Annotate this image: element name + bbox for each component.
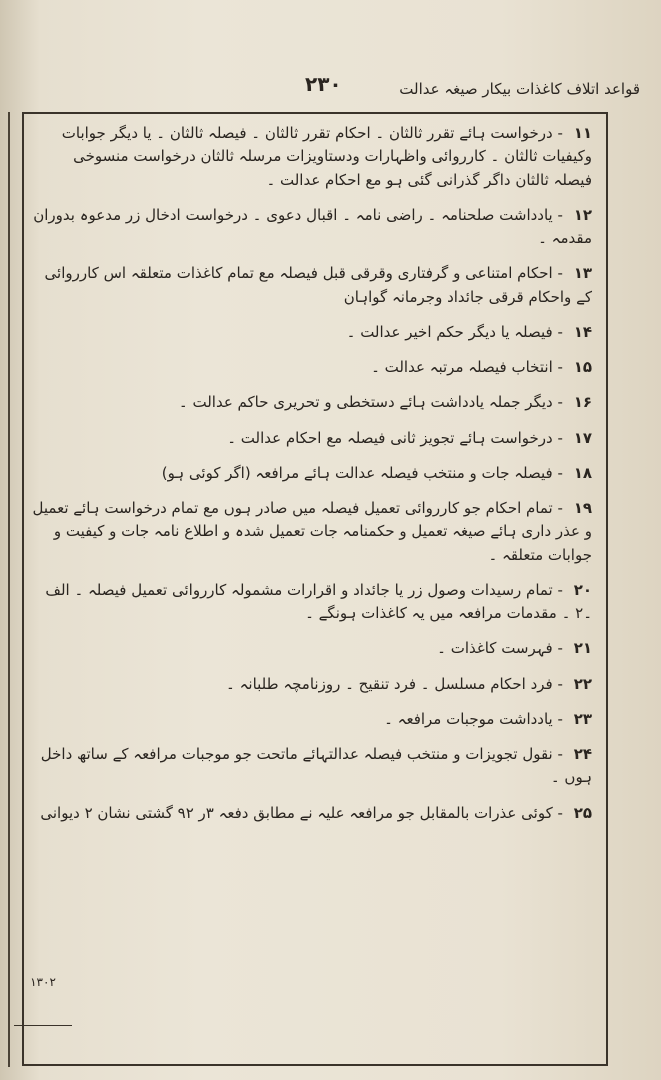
entry-number: ۲۳ bbox=[573, 709, 592, 728]
entry-text: دیگر جملہ یادداشت ہائے دستخطی و تحریری حاکم عدالت ۔ bbox=[178, 393, 553, 412]
page-number: ۲۳۰ bbox=[305, 72, 342, 96]
entry: ۲۳ - یادداشت موجبات مرافعہ ۔ bbox=[384, 709, 592, 728]
entry: ۱۴ - فیصلہ یا دیگر حکم اخیر عدالت ۔ bbox=[346, 322, 592, 341]
margin-rule bbox=[8, 112, 10, 1067]
entry: ۱۷ - درخواست ہائے تجویز ثانی فیصلہ مع احکام عدالت ۔ bbox=[227, 428, 592, 447]
entry-text: درخواست ہائے تقرر ثالثان ۔ احکام تقرر ثالثان ۔ فیصلہ ثالثان ۔ یا دیگر جوابات وکیفیات ثالثان ۔ کارروائی واظہارات ودستاویزات مرسلہ ثالثان درخواست منسوخی فیصلہ ثالثان داگر گذرانی گئی ہو مع احکام عدالت ۔ bbox=[61, 124, 592, 189]
entry-number: ۱۶ bbox=[573, 393, 592, 412]
entry: ۲۰ - تمام رسیدات وصول زر یا جائداد و اقرارات مشمولہ کارروائی تعمیل فیصلہ ۔ الف ۔۲ ۔ مقدمات مرافعہ میں یہ کاغذات ہونگے ۔ bbox=[45, 580, 592, 622]
page-header bbox=[20, 70, 640, 106]
entry: ۱۸ - فیصلہ جات و منتخب فیصلہ عدالت ہائے مرافعہ (اگر کوئی ہو) bbox=[161, 463, 592, 482]
margin-stamp: ۱۳۰۲ bbox=[14, 975, 72, 1026]
entry-text: یادداشت صلحنامہ ۔ راضی نامہ ۔ اقبال دعوی ۔ درخواست ادخال زر مدعوہ بدوران مقدمہ ۔ bbox=[33, 205, 592, 247]
entry-number: ۲۱ bbox=[573, 639, 592, 658]
entry: ۱۹ - تمام احکام جو کارروائی تعمیل فیصلہ میں صادر ہوں مع تمام درخواست ہائے تعمیل و عذر داری ہائے صیغہ تعمیل و حکمنامہ جات تعمیل شدہ و اطلاع نامہ جات و کیفیت و جوابات متعلقہ ۔ bbox=[32, 499, 592, 564]
entry: ۱۳ - احکام امتناعی و گرفتاری وقرقی قبل فیصلہ مع تمام کاغذات متعلقہ اس کارروائی کے واحکام قرقی جائداد وجرمانہ گواہان bbox=[44, 264, 592, 306]
entry-text: فہرست کاغذات ۔ bbox=[437, 639, 553, 658]
entry-number: ۱۲ bbox=[573, 205, 592, 224]
running-title: قواعد اتلاف کاغذات بیکار صیغہ عدالت bbox=[399, 80, 640, 98]
entry-text: انتخاب فیصلہ مرتبہ عدالت ۔ bbox=[371, 358, 553, 376]
entry-text: یادداشت موجبات مرافعہ ۔ bbox=[384, 709, 553, 728]
entry: ۱۲ - یادداشت صلحنامہ ۔ راضی نامہ ۔ اقبال دعوی ۔ درخواست ادخال زر مدعوہ بدوران مقدمہ ۔ bbox=[33, 205, 592, 247]
entry-text: نقول تجویزات و منتخب فیصلہ عدالتہائے ماتحت جو موجبات مرافعہ کے ساتھ داخل ہوں ۔ bbox=[40, 745, 592, 787]
entry: ۱۵ - انتخاب فیصلہ مرتبہ عدالت ۔ bbox=[371, 358, 592, 376]
entry-text: فیصلہ یا دیگر حکم اخیر عدالت ۔ bbox=[346, 322, 553, 341]
entry-number: ۱۷ bbox=[573, 428, 592, 447]
entry-text: تمام رسیدات وصول زر یا جائداد و اقرارات مشمولہ کارروائی تعمیل فیصلہ ۔ الف ۔۲ ۔ مقدمات مرافعہ میں یہ کاغذات ہونگے ۔ bbox=[45, 580, 592, 622]
entry-text: کوئی عذرات بالمقابل جو مرافعہ علیہ نے مطابق دفعہ ۳ر ۹۲ گشتی نشان ۲ دیوانی bbox=[40, 803, 553, 822]
entry-text: فیصلہ جات و منتخب فیصلہ عدالت ہائے مرافعہ (اگر کوئی ہو) bbox=[161, 463, 553, 482]
entry-text: احکام امتناعی و گرفتاری وقرقی قبل فیصلہ مع تمام کاغذات متعلقہ اس کارروائی کے واحکام قرقی جائداد وجرمانہ گواہان bbox=[44, 264, 592, 306]
entry-text: درخواست ہائے تجویز ثانی فیصلہ مع احکام عدالت ۔ bbox=[227, 428, 553, 447]
entry-number: ۲۰ bbox=[573, 580, 592, 599]
entry: ۲۱ - فہرست کاغذات ۔ bbox=[437, 639, 592, 658]
entry-number: ۱۵ bbox=[573, 358, 592, 376]
entry-number: ۲۵ bbox=[573, 803, 592, 822]
entry-number: ۱۸ bbox=[573, 463, 592, 482]
entry-number: ۱۴ bbox=[573, 322, 592, 341]
entry: ۱۱ - درخواست ہائے تقرر ثالثان ۔ احکام تقرر ثالثان ۔ فیصلہ ثالثان ۔ یا دیگر جوابات وکیفیات ثالثان ۔ کارروائی واظہارات ودستاویزات مرسلہ ثالثان درخواست منسوخی فیصلہ ثالثان داگر گذرانی گئی ہو مع احکام عدالت ۔ bbox=[61, 124, 592, 189]
entry: ۲۵ - کوئی عذرات بالمقابل جو مرافعہ علیہ نے مطابق دفعہ ۳ر ۹۲ گشتی نشان ۲ دیوانی bbox=[40, 803, 592, 822]
entry-text: تمام احکام جو کارروائی تعمیل فیصلہ میں صادر ہوں مع تمام درخواست ہائے تعمیل و عذر داری ہائے صیغہ تعمیل و حکمنامہ جات تعمیل شدہ و اطلاع نامہ جات و کیفیت و جوابات متعلقہ ۔ bbox=[32, 499, 592, 564]
entry-number: ۲۴ bbox=[573, 745, 592, 763]
entry-text: فرد احکام مسلسل ۔ فرد تنقیح ۔ روزنامچہ طلبانہ ۔ bbox=[226, 674, 553, 693]
entry-number: ۱۳ bbox=[573, 264, 592, 283]
entry: ۲۲ - فرد احکام مسلسل ۔ فرد تنقیح ۔ روزنامچہ طلبانہ ۔ bbox=[226, 674, 592, 693]
entry: ۱۶ - دیگر جملہ یادداشت ہائے دستخطی و تحریری حاکم عدالت ۔ bbox=[178, 393, 592, 412]
entry: ۲۴ - نقول تجویزات و منتخب فیصلہ عدالتہائے ماتحت جو موجبات مرافعہ کے ساتھ داخل ہوں ۔ bbox=[40, 745, 592, 787]
entry-number: ۲۲ bbox=[573, 674, 592, 693]
entry-number: ۱۹ bbox=[573, 499, 592, 517]
entry-list bbox=[32, 122, 592, 837]
entry-number: ۱۱ bbox=[573, 124, 592, 142]
